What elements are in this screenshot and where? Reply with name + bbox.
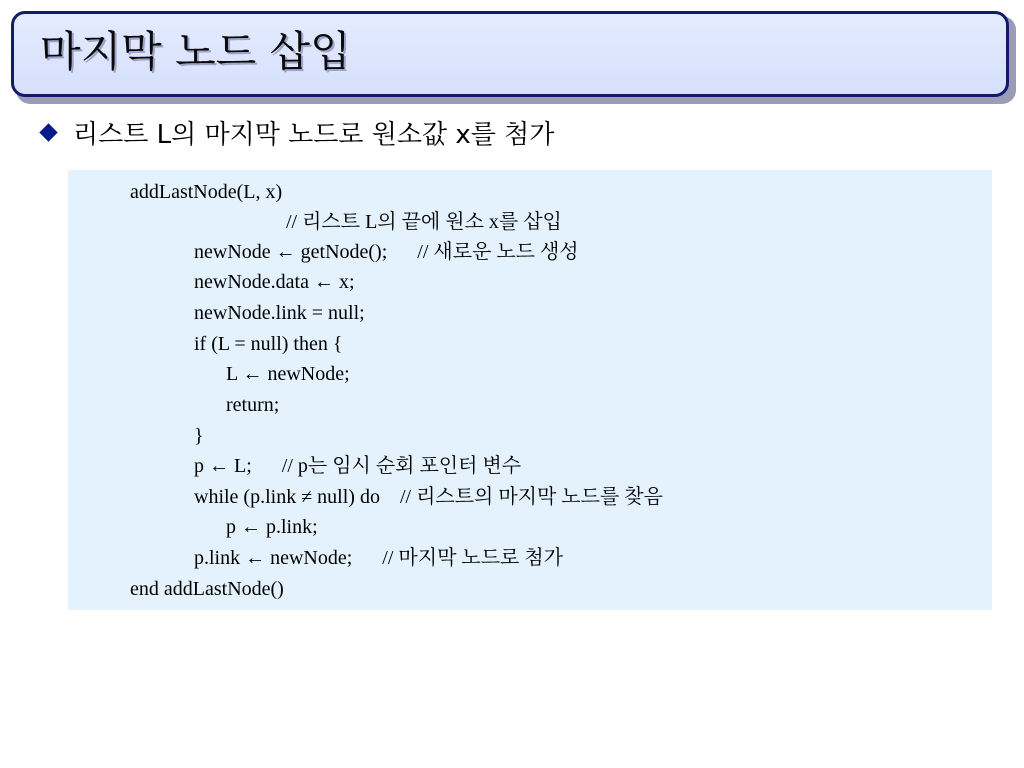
diamond-bullet-icon	[39, 123, 57, 141]
code-line: addLastNode(L, x)	[130, 181, 283, 203]
code-line: while (p.link ≠ null) do // 리스트의 마지막 노드를 찾음	[194, 486, 663, 508]
code-line: end addLastNode()	[130, 578, 284, 600]
slide-title: 마지막 노드 삽입	[40, 27, 351, 76]
code-line: p.link ← newNode; // 마지막 노드로 첨가	[194, 547, 563, 569]
code-line: p ← L; // p는 임시 순회 포인터 변수	[194, 455, 522, 477]
code-line: // 리스트 L의 끝에 원소 x를 삽입	[286, 211, 562, 233]
code-line: newNode ← getNode(); // 새로운 노드 생성	[194, 241, 579, 263]
code-line: p ← p.link;	[226, 516, 318, 538]
bullet-text: 리스트 L의 마지막 노드로 원소값 x를 첨가	[73, 119, 555, 150]
bullet-item	[40, 112, 554, 152]
code-line: L ← newNode;	[226, 363, 350, 385]
code-line: if (L = null) then {	[194, 333, 343, 355]
code-line: return;	[226, 394, 280, 416]
code-line: newNode.link = null;	[194, 302, 365, 324]
code-line: }	[194, 425, 204, 447]
code-line: newNode.data ← x;	[194, 271, 355, 293]
code-block	[68, 170, 992, 610]
